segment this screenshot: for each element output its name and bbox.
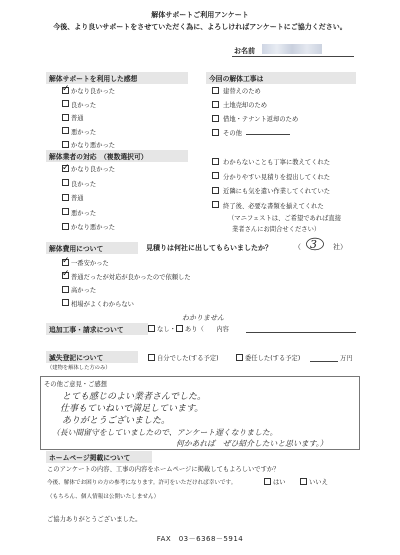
checkbox-icon[interactable] bbox=[62, 179, 69, 186]
checkbox-icon[interactable] bbox=[212, 201, 219, 208]
q1-options bbox=[62, 85, 115, 153]
q1-option[interactable]: ✓かなり良かった bbox=[62, 85, 115, 99]
checkbox-icon[interactable] bbox=[62, 286, 69, 293]
q1-option[interactable]: 普通 bbox=[62, 112, 115, 126]
q2-options bbox=[212, 85, 298, 141]
q5-title: 追加工事・請求について bbox=[46, 323, 148, 335]
homepage-line1: このアンケートの内容、工事の内容をホームページに掲載してもよろしいですか？ bbox=[47, 466, 280, 473]
checkbox-icon[interactable] bbox=[62, 100, 69, 107]
q4-option[interactable]: ✓一番安かった bbox=[62, 257, 191, 271]
checkbox-icon[interactable] bbox=[62, 208, 69, 215]
checkbox-icon[interactable] bbox=[62, 194, 69, 201]
comment-line: とても感じのよい業者さんでした。 bbox=[62, 392, 207, 402]
checkbox-icon[interactable] bbox=[212, 129, 219, 136]
q5-options: なし・ あり（ 内容 bbox=[148, 324, 229, 333]
checkbox-icon[interactable] bbox=[264, 478, 271, 485]
q4-title: 解体費用について bbox=[46, 242, 138, 254]
q3-option[interactable]: ✓かなり良かった bbox=[62, 163, 115, 178]
checkbox-icon[interactable] bbox=[148, 354, 155, 361]
checkbox-icon[interactable] bbox=[212, 115, 219, 122]
checkbox-icon[interactable] bbox=[212, 172, 219, 179]
q1-option[interactable]: かなり悪かった bbox=[62, 139, 115, 153]
checkbox-icon[interactable] bbox=[62, 141, 69, 148]
checkbox-checked-icon[interactable] bbox=[62, 259, 69, 266]
checkbox-icon[interactable] bbox=[62, 299, 69, 306]
comment-line: （長い間留守をしていましたので、アンケート遅くなりました。 bbox=[52, 428, 278, 437]
q5-content-line bbox=[246, 332, 356, 333]
fax-number: FAX 03－6368－5914 bbox=[156, 535, 244, 543]
q2-option[interactable]: 借地・テナント返却のため bbox=[212, 113, 298, 127]
q6-subtitle: （建物を解体した方のみ） bbox=[47, 365, 111, 371]
thanks-text: ご協力ありがとうございました。 bbox=[47, 516, 142, 523]
checkbox-icon[interactable] bbox=[212, 101, 219, 108]
homepage-title: ホームページ掲載について bbox=[46, 451, 152, 463]
name-underline bbox=[232, 56, 354, 57]
estimate-count[interactable]: 3 bbox=[310, 238, 317, 251]
checkbox-checked-icon[interactable] bbox=[62, 272, 69, 279]
checkbox-icon[interactable] bbox=[148, 325, 155, 332]
q6-title: 滅失登記について bbox=[46, 351, 138, 363]
survey-title: 解体サポートご利用アンケート bbox=[151, 11, 249, 19]
checkbox-icon[interactable] bbox=[212, 187, 219, 194]
checkbox-icon[interactable] bbox=[212, 158, 219, 165]
q2-option[interactable]: 土地売却のため bbox=[212, 99, 298, 113]
estimate-unit: 社） bbox=[333, 243, 347, 251]
checkbox-icon[interactable] bbox=[212, 87, 219, 94]
checkbox-checked-icon[interactable] bbox=[62, 87, 69, 94]
checkbox-icon[interactable] bbox=[176, 325, 183, 332]
q4-option[interactable]: ✓普通だったが対応が良かったので依頼した bbox=[62, 271, 191, 285]
q4-options bbox=[62, 257, 191, 311]
comments-label: その他ご意見・ご感想 bbox=[44, 381, 107, 388]
checkbox-icon[interactable] bbox=[236, 354, 243, 361]
q2-option[interactable]: その他 bbox=[212, 127, 298, 141]
checkbox-checked-icon[interactable] bbox=[62, 165, 69, 172]
circle-mark-icon bbox=[305, 237, 325, 251]
checkbox-icon[interactable] bbox=[300, 478, 307, 485]
q4-option[interactable]: 高かった bbox=[62, 284, 191, 298]
q1-option[interactable]: 良かった bbox=[62, 99, 115, 113]
q6-option-self[interactable]: 自分でした(する予定) bbox=[148, 353, 219, 362]
name-label: お名前 bbox=[234, 47, 255, 55]
q2-title: 今回の解体工事は bbox=[206, 72, 356, 84]
checkbox-icon[interactable] bbox=[62, 114, 69, 121]
q4-option[interactable]: 相場がよくわからない bbox=[62, 298, 191, 312]
q3-option[interactable]: 良かった bbox=[62, 178, 115, 193]
estimate-open-paren: （ bbox=[294, 243, 301, 251]
comment-line: ありがとうございました。 bbox=[62, 416, 171, 426]
q3-option[interactable]: 近隣にも気を遣い作業してくれていた bbox=[212, 185, 330, 200]
q5-handwritten-note[interactable]: わかりません bbox=[182, 314, 224, 322]
homepage-line2: 今後、解体でお困りの方の参考になります。許可をいただければ幸いです。 bbox=[47, 480, 237, 486]
q3-option[interactable]: 終了後、必要な書類を揃えてくれた bbox=[212, 200, 330, 215]
q3-option[interactable]: 普通 bbox=[62, 192, 115, 207]
manifest-note-1: （マニフェストは、ご希望であれば直接 bbox=[228, 215, 342, 222]
q3-right-options bbox=[212, 156, 330, 214]
q1-title: 解体サポートを利用した感想 bbox=[46, 72, 188, 84]
survey-subtitle: 今後、より良いサポートをさせていただく為に、よろしければアンケートにご協力ください。 bbox=[53, 23, 347, 31]
q3-option[interactable]: かなり悪かった bbox=[62, 221, 115, 236]
comment-line: 仕事もていねいで満足しています。 bbox=[60, 404, 204, 414]
redacted-name bbox=[262, 44, 322, 54]
fee-unit: 万円 bbox=[340, 355, 353, 362]
q3-option[interactable]: 分かりやすい見積りを提出してくれた bbox=[212, 171, 330, 186]
q2-option[interactable]: 建替えのため bbox=[212, 85, 298, 99]
q6-option-delegate[interactable]: 委任した(する予定) bbox=[236, 353, 300, 362]
estimate-question: 見積りは何社に出してもらいましたか？ bbox=[146, 244, 272, 252]
fee-line bbox=[310, 361, 338, 362]
q3-left-options bbox=[62, 163, 115, 236]
q3-option[interactable]: 悪かった bbox=[62, 207, 115, 222]
homepage-line3: （もちろん、個人情報は公開いたしません） bbox=[47, 494, 160, 500]
checkbox-icon[interactable] bbox=[62, 127, 69, 134]
manifest-note-2: 業者さんにお問合せください） bbox=[232, 226, 321, 233]
permission-no[interactable]: いいえ bbox=[300, 477, 328, 486]
q3-title: 解体業者の対応 （複数選択可） bbox=[46, 150, 188, 162]
q3-option[interactable]: わからないことも丁寧に教えてくれた bbox=[212, 156, 330, 171]
checkbox-icon[interactable] bbox=[62, 223, 69, 230]
comment-line: 何かあれば ぜひ紹介したいと思います。） bbox=[176, 439, 328, 448]
permission-yes[interactable]: はい bbox=[264, 477, 286, 486]
q1-option[interactable]: 悪かった bbox=[62, 126, 115, 140]
